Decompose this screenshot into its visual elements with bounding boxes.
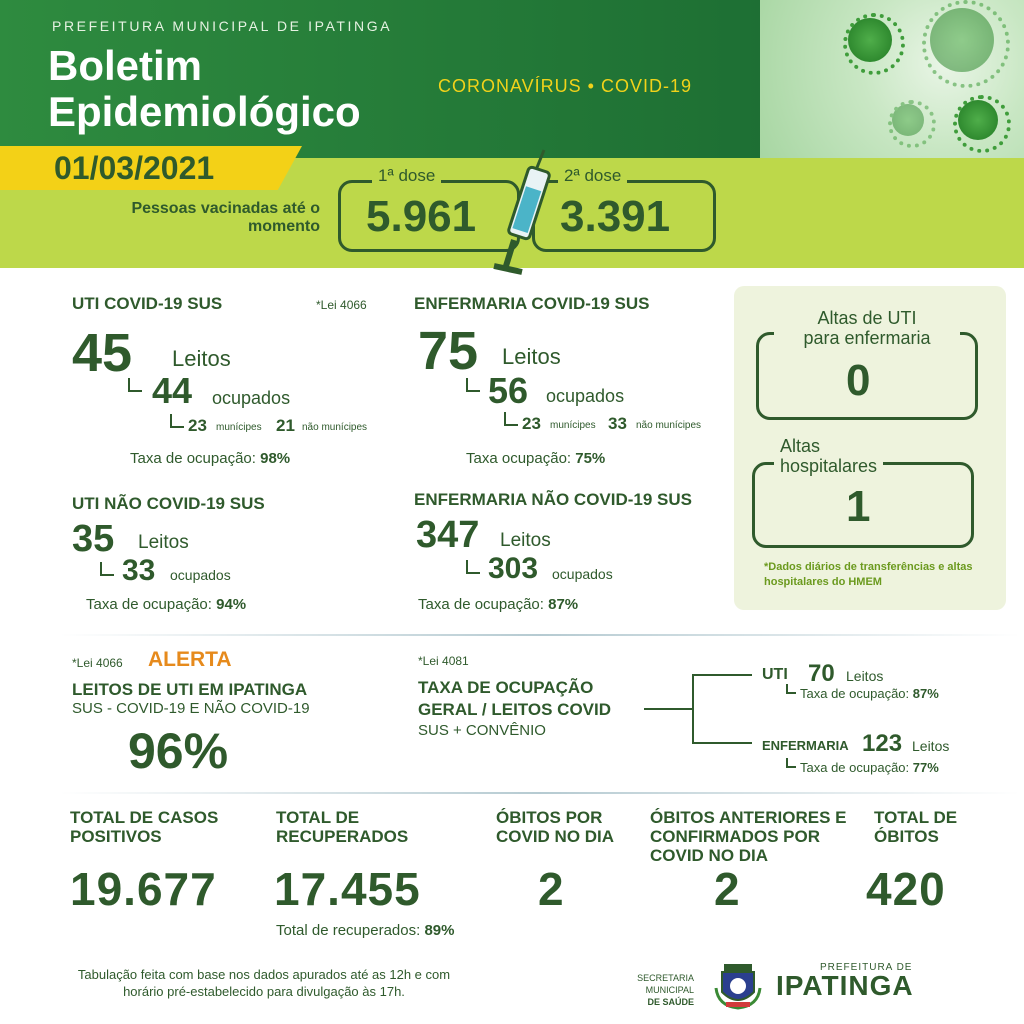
alerta-law: *Lei 4066 (72, 656, 123, 670)
secretaria-label (588, 972, 694, 1008)
uti-nao-covid-rate (86, 596, 246, 613)
casos-label: TOTAL DE CASOS POSITIVOS (70, 808, 219, 846)
dose2-value: 3.391 (560, 192, 671, 241)
altas-uti-title-line1: Altas de UTI (817, 308, 917, 328)
enf-nao-covid-title: ENFERMARIA NÃO COVID-19 SUS (414, 490, 693, 509)
geral-enf-beds: 123 (862, 730, 903, 757)
enf-nao-covid-rate (418, 596, 578, 613)
rate-label: Taxa de ocupação: (418, 596, 544, 613)
rate-label: Total de recuperados: (276, 922, 421, 939)
recuperados-rate (276, 922, 454, 939)
prefeitura-heading: PREFEITURA MUNICIPAL DE IPATINGA (52, 18, 393, 34)
rate-value: 87% (548, 596, 579, 613)
obitos-total-value: 420 (866, 863, 946, 915)
uti-covid-municipes: 23 (188, 416, 207, 435)
uti-covid-occupied-label: ocupados (212, 388, 291, 408)
obitos-anteriores-label: ÓBITOS ANTERIORES E CONFIRMADOS POR COVID NO DIA (650, 808, 847, 865)
vaccination-label: Pessoas vacinadas até o momento (131, 200, 320, 235)
rate-label: Taxa de ocupação: (86, 596, 212, 613)
altas-hosp-value: 1 (846, 482, 871, 531)
uti-nao-covid-beds: 35 (72, 518, 115, 560)
footer-note: Tabulação feita com base nos dados apurados até as 12h e com horário pré-estabelecido para divulgação às 17h. (77, 967, 451, 999)
obitos-dia-value: 2 (538, 863, 565, 915)
geral-law: *Lei 4081 (418, 654, 469, 668)
enf-covid-title: ENFERMARIA COVID-19 SUS (414, 294, 650, 313)
altas-hosp-title-line2: hospitalares (780, 456, 878, 476)
geral-enf-rate (800, 760, 939, 775)
branch-connector (786, 684, 796, 694)
geral-uti-label: UTI (762, 666, 788, 683)
syringe-icon (492, 148, 556, 276)
geral-enf-label: ENFERMARIA (762, 738, 849, 753)
enf-covid-beds: 75 (418, 321, 479, 381)
recuperados-value: 17.455 (274, 863, 421, 915)
branch-connector (100, 562, 114, 576)
geral-uti-rate (800, 686, 939, 701)
section-divider (60, 634, 1020, 636)
page-title-line2: Epidemiológico (48, 88, 361, 135)
obitos-dia-label: ÓBITOS POR COVID NO DIA (496, 808, 615, 846)
alerta-badge: ALERTA (148, 648, 232, 671)
branch-connector (170, 414, 184, 428)
uti-covid-title: UTI COVID-19 SUS (72, 294, 223, 313)
geral-uti-beds: 70 (808, 660, 835, 687)
enf-nao-covid-occupied-label: ocupados (552, 566, 613, 582)
rate-label: Taxa de ocupação: (800, 686, 910, 701)
rate-value: 89% (424, 922, 455, 939)
city-crest-icon (712, 962, 764, 1010)
uti-nao-covid-beds-label: Leitos (138, 532, 189, 553)
rate-value: 75% (575, 450, 606, 467)
enf-covid-rate (466, 450, 605, 467)
bracket-stem (644, 708, 692, 710)
city-logo-text: IPATINGA (776, 970, 914, 1001)
page-title-line1: Boletim (48, 42, 203, 89)
branch-connector (128, 378, 142, 392)
obitos-anteriores-value: 2 (714, 863, 741, 915)
altas-uti-value: 0 (846, 356, 871, 405)
enf-covid-beds-label: Leitos (502, 344, 561, 369)
uti-covid-beds: 45 (72, 323, 133, 383)
recuperados-label: TOTAL DE RECUPERADOS (276, 808, 409, 846)
enf-nao-covid-beds: 347 (416, 514, 480, 556)
rate-label: Taxa ocupação: (466, 450, 572, 467)
alerta-value: 96% (128, 723, 229, 779)
virus-icon (930, 8, 994, 72)
geral-uti-beds-label: Leitos (846, 668, 884, 684)
page-subtitle: CORONAVÍRUS • COVID-19 (438, 76, 693, 96)
enf-covid-municipes-label: munícipes (550, 420, 596, 431)
enf-nao-covid-occupied: 303 (488, 552, 539, 585)
prefeitura-de-label: PREFEITURA DE (820, 962, 913, 973)
geral-title-line2: GERAL / LEITOS COVID (418, 700, 612, 719)
uti-nao-covid-occupied-label: ocupados (170, 567, 231, 583)
dose2-label: 2ª dose (558, 166, 627, 186)
rate-label: Taxa de ocupação: (800, 760, 910, 775)
casos-value: 19.677 (70, 863, 217, 915)
rate-value: 94% (216, 596, 247, 613)
rate-value: 98% (260, 450, 291, 467)
dose1-label: 1ª dose (372, 166, 441, 186)
section-divider (60, 792, 1020, 794)
uti-covid-occupied: 44 (152, 370, 193, 411)
obitos-total-label: TOTAL DE ÓBITOS (874, 808, 958, 846)
altas-hosp-title-line1: Altas (780, 436, 821, 456)
enf-covid-occupied: 56 (488, 370, 529, 411)
branch-connector (466, 560, 480, 574)
alerta-title: LEITOS DE UTI EM IPATINGA (72, 680, 308, 699)
rate-label: Taxa de ocupação: (130, 450, 256, 467)
virus-icon (958, 100, 998, 140)
altas-hosp-title (774, 436, 883, 476)
dose1-value: 5.961 (366, 192, 477, 241)
secretaria-line2: DE SAÚDE (647, 997, 694, 1007)
uti-covid-beds-label: Leitos (172, 346, 231, 371)
altas-uti-title (774, 308, 960, 348)
enf-covid-occupied-label: ocupados (546, 386, 625, 406)
geral-title-line1: TAXA DE OCUPAÇÃO (418, 678, 594, 697)
bulletin-date: 01/03/2021 (54, 150, 215, 186)
alerta-subtitle: SUS - COVID-19 E NÃO COVID-19 (72, 700, 310, 717)
branch-connector (786, 758, 796, 768)
enf-nao-covid-beds-label: Leitos (500, 530, 551, 551)
secretaria-line1: SECRETARIA MUNICIPAL (637, 973, 694, 995)
geral-enf-beds-label: Leitos (912, 738, 950, 754)
enf-covid-nao-municipes: 33 (608, 414, 627, 433)
rate-value: 87% (912, 686, 939, 701)
virus-icon (848, 18, 892, 62)
altas-note: *Dados diários de transferências e altas hospitalares do HMEM (764, 561, 973, 588)
virus-icon (892, 104, 924, 136)
uti-covid-law: *Lei 4066 (316, 298, 367, 312)
enf-covid-nao-municipes-label: não munícipes (636, 420, 702, 431)
uti-covid-nao-municipes: 21 (276, 416, 295, 435)
uti-nao-covid-occupied: 33 (122, 554, 156, 587)
branch-connector (466, 378, 480, 392)
rate-value: 77% (912, 760, 939, 775)
altas-uti-title-line2: para enfermaria (803, 328, 931, 348)
uti-covid-municipes-label: munícipes (216, 422, 262, 433)
uti-covid-nao-municipes-label: não munícipes (302, 422, 368, 433)
uti-covid-rate (130, 450, 290, 467)
geral-subtitle: SUS + CONVÊNIO (418, 722, 546, 739)
enf-covid-municipes: 23 (522, 414, 541, 433)
bracket-connector (692, 674, 752, 744)
uti-nao-covid-title: UTI NÃO COVID-19 SUS (72, 494, 265, 513)
branch-connector (504, 412, 518, 426)
